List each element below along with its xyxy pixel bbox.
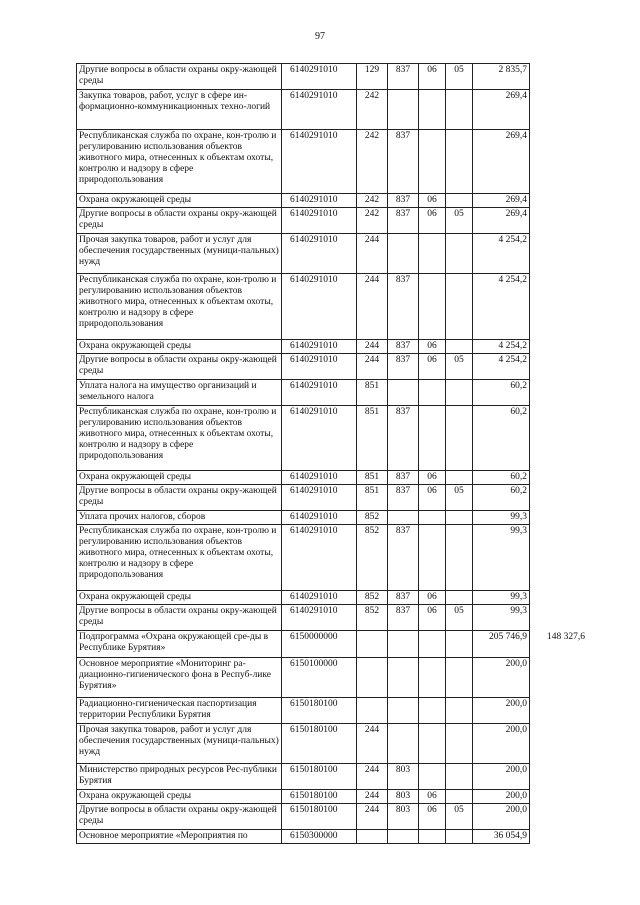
table-row [77,764,530,790]
cell-name: Радиационно-гигиеническая паспортизация территории Республики Бурятия [77,698,282,724]
table-row [77,340,530,354]
cell-pr [446,380,473,406]
cell-csr: 6140291010 [282,380,357,406]
cell-name: Республиканская служба по охране, кон-тролю и регулированию использования объектов животного мира, отнесенных к объектам охоты, контролю и надзору в сфере природопользования [77,274,282,340]
cell-vr: 242 [357,194,388,208]
cell-pr [446,274,473,340]
cell-name: Уплата прочих налогов, сборов [77,511,282,525]
cell-grbs: 803 [388,764,419,790]
cell-pr [446,525,473,591]
cell-sum: 269,4 [473,90,530,130]
table-row [77,90,530,130]
cell-vr: 244 [357,234,388,274]
cell-rz [419,406,446,471]
table-row [77,830,530,844]
cell-grbs [388,830,419,844]
cell-vr: 852 [357,511,388,525]
table-row [77,274,530,340]
table-row [77,724,530,764]
cell-name: Другие вопросы в области охраны окру-жающей среды [77,485,282,511]
cell-vr: 851 [357,485,388,511]
table-row [77,406,530,471]
cell-vr: 851 [357,406,388,471]
table-row [77,511,530,525]
cell-pr [446,234,473,274]
cell-rz [419,658,446,698]
cell-name: Прочая закупка товаров, работ и услуг для обеспечения государственных (муници-пальных) нужд [77,724,282,764]
cell-pr [446,406,473,471]
cell-vr: 851 [357,380,388,406]
cell-grbs: 837 [388,471,419,485]
table-row [77,525,530,591]
cell-name: Основное мероприятие «Мониторинг ра-диационно-гигиенического фона в Респуб-лике Бурятия» [77,658,282,698]
cell-sum: 200,0 [473,698,530,724]
cell-pr [446,764,473,790]
cell-name: Охрана окружающей среды [77,471,282,485]
cell-sum: 60,2 [473,380,530,406]
cell-rz: 06 [419,354,446,380]
cell-csr: 6150180100 [282,698,357,724]
cell-pr [446,90,473,130]
page-number: 97 [315,31,325,42]
cell-pr [446,658,473,698]
cell-vr: 242 [357,208,388,234]
cell-name: Республиканская служба по охране, кон-тролю и регулированию использования объектов животного мира, отнесенных к объектам охоты, контролю и надзору в сфере природопользования [77,130,282,194]
cell-vr [357,658,388,698]
cell-pr [446,194,473,208]
cell-rz [419,380,446,406]
cell-sum: 200,0 [473,790,530,804]
cell-pr: 05 [446,804,473,830]
cell-vr: 244 [357,354,388,380]
cell-rz [419,698,446,724]
cell-rz [419,764,446,790]
cell-csr: 6140291010 [282,354,357,380]
cell-csr: 6140291010 [282,208,357,234]
cell-grbs: 837 [388,340,419,354]
cell-csr: 6140291010 [282,525,357,591]
cell-name: Уплата налога на имущество организаций и земельного налога [77,380,282,406]
cell-grbs [388,234,419,274]
cell-csr: 6140291010 [282,485,357,511]
cell-grbs: 803 [388,804,419,830]
cell-csr: 6140291010 [282,274,357,340]
cell-pr [446,591,473,605]
cell-name: Основное мероприятие «Мероприятия по [77,830,282,844]
cell-vr: 852 [357,591,388,605]
cell-name: Охрана окружающей среды [77,790,282,804]
table-row [77,605,530,631]
cell-name: Другие вопросы в области охраны окру-жающей среды [77,605,282,631]
cell-rz: 06 [419,208,446,234]
cell-pr [446,130,473,194]
cell-grbs: 803 [388,790,419,804]
table-row [77,64,530,90]
cell-grbs [388,380,419,406]
cell-grbs [388,631,419,658]
cell-rz: 06 [419,485,446,511]
cell-grbs: 837 [388,605,419,631]
cell-sum: 200,0 [473,658,530,698]
table-row [77,354,530,380]
cell-rz [419,130,446,194]
cell-rz: 06 [419,790,446,804]
cell-name: Другие вопросы в области охраны окру-жающей среды [77,354,282,380]
cell-grbs: 837 [388,591,419,605]
table-row [77,485,530,511]
cell-vr: 242 [357,90,388,130]
cell-vr: 852 [357,605,388,631]
cell-csr: 6150180100 [282,764,357,790]
cell-grbs: 837 [388,485,419,511]
table-row [77,471,530,485]
cell-vr: 852 [357,525,388,591]
cell-sum: 4 254,2 [473,234,530,274]
cell-csr: 6140291010 [282,511,357,525]
cell-pr: 05 [446,485,473,511]
extra-sum-value: 148 327,6 [547,631,585,642]
cell-name: Другие вопросы в области охраны окру-жающей среды [77,64,282,90]
cell-grbs [388,698,419,724]
cell-sum: 269,4 [473,194,530,208]
cell-vr: 129 [357,64,388,90]
cell-rz [419,274,446,340]
cell-pr [446,511,473,525]
cell-grbs: 837 [388,208,419,234]
cell-rz [419,724,446,764]
cell-name: Подпрограмма «Охрана окружающей сре-ды в Республике Бурятия» [77,631,282,658]
cell-sum: 4 254,2 [473,340,530,354]
cell-name: Охрана окружающей среды [77,194,282,208]
cell-sum: 200,0 [473,764,530,790]
table-row [77,380,530,406]
cell-vr [357,631,388,658]
cell-rz: 06 [419,64,446,90]
cell-rz: 06 [419,194,446,208]
cell-grbs [388,658,419,698]
cell-sum: 2 835,7 [473,64,530,90]
cell-name: Министерство природных ресурсов Рес-публики Бурятия [77,764,282,790]
cell-name: Другие вопросы в области охраны окру-жающей среды [77,208,282,234]
cell-grbs: 837 [388,406,419,471]
cell-csr: 6140291010 [282,64,357,90]
cell-sum: 99,3 [473,591,530,605]
cell-csr: 6150100000 [282,658,357,698]
cell-sum: 4 254,2 [473,274,530,340]
table-row [77,790,530,804]
cell-sum: 99,3 [473,525,530,591]
cell-name: Другие вопросы в области охраны окру-жающей среды [77,804,282,830]
cell-csr: 6150180100 [282,724,357,764]
cell-csr: 6140291010 [282,130,357,194]
cell-vr: 244 [357,724,388,764]
cell-csr: 6140291010 [282,234,357,274]
cell-csr: 6140291010 [282,605,357,631]
cell-name: Прочая закупка товаров, работ и услуг для обеспечения государственных (муници-пальных) нужд [77,234,282,274]
cell-vr: 244 [357,804,388,830]
cell-vr: 244 [357,764,388,790]
cell-rz: 06 [419,591,446,605]
cell-grbs: 837 [388,274,419,340]
cell-grbs: 837 [388,64,419,90]
cell-vr [357,830,388,844]
cell-name: Охрана окружающей среды [77,591,282,605]
cell-csr: 6140291010 [282,591,357,605]
table-body [77,64,530,844]
cell-name: Республиканская служба по охране, кон-тролю и регулированию использования объектов животного мира, отнесенных к объектам охоты, контролю и надзору в сфере природопользования [77,406,282,471]
cell-pr [446,698,473,724]
cell-vr [357,698,388,724]
cell-csr: 6140291010 [282,90,357,130]
cell-csr: 6140291010 [282,406,357,471]
cell-csr: 6150180100 [282,790,357,804]
cell-rz [419,525,446,591]
cell-csr: 6140291010 [282,340,357,354]
cell-sum: 36 054,9 [473,830,530,844]
cell-csr: 6140291010 [282,194,357,208]
cell-rz: 06 [419,804,446,830]
table-row [77,698,530,724]
table-row [77,804,530,830]
table-row [77,631,530,658]
cell-sum: 200,0 [473,724,530,764]
cell-grbs [388,724,419,764]
cell-pr: 05 [446,605,473,631]
cell-sum: 99,3 [473,605,530,631]
cell-grbs: 837 [388,130,419,194]
cell-pr: 05 [446,354,473,380]
cell-pr: 05 [446,208,473,234]
cell-sum: 60,2 [473,485,530,511]
cell-rz [419,830,446,844]
cell-pr: 05 [446,64,473,90]
cell-rz: 06 [419,471,446,485]
cell-name: Охрана окружающей среды [77,340,282,354]
cell-name: Республиканская служба по охране, кон-тролю и регулированию использования объектов животного мира, отнесенных к объектам охоты, контролю и надзору в сфере природопользования [77,525,282,591]
cell-rz: 06 [419,340,446,354]
table-row [77,208,530,234]
cell-vr: 244 [357,274,388,340]
table-row [77,658,530,698]
cell-rz: 06 [419,605,446,631]
table-row [77,591,530,605]
cell-rz [419,234,446,274]
cell-sum: 205 746,9 [473,631,530,658]
cell-sum: 269,4 [473,208,530,234]
cell-sum: 60,2 [473,471,530,485]
cell-sum: 269,4 [473,130,530,194]
cell-csr: 6150180100 [282,804,357,830]
table-row [77,234,530,274]
cell-sum: 200,0 [473,804,530,830]
cell-pr [446,830,473,844]
cell-pr [446,724,473,764]
cell-vr: 851 [357,471,388,485]
cell-name: Закупка товаров, работ, услуг в сфере ин-формационно-коммуникационных техно-логий [77,90,282,130]
cell-sum: 60,2 [473,406,530,471]
cell-grbs: 837 [388,525,419,591]
cell-csr: 6150300000 [282,830,357,844]
table-row [77,130,530,194]
cell-rz [419,511,446,525]
cell-sum: 4 254,2 [473,354,530,380]
cell-pr [446,471,473,485]
cell-rz [419,631,446,658]
table-row [77,194,530,208]
cell-csr: 6140291010 [282,471,357,485]
cell-vr: 242 [357,130,388,194]
cell-rz [419,90,446,130]
cell-grbs [388,511,419,525]
cell-csr: 6150000000 [282,631,357,658]
cell-vr: 244 [357,790,388,804]
cell-pr [446,790,473,804]
cell-pr [446,340,473,354]
cell-grbs [388,90,419,130]
cell-pr [446,631,473,658]
cell-grbs: 837 [388,354,419,380]
cell-vr: 244 [357,340,388,354]
budget-table [76,63,530,844]
cell-grbs: 837 [388,194,419,208]
cell-sum: 99,3 [473,511,530,525]
